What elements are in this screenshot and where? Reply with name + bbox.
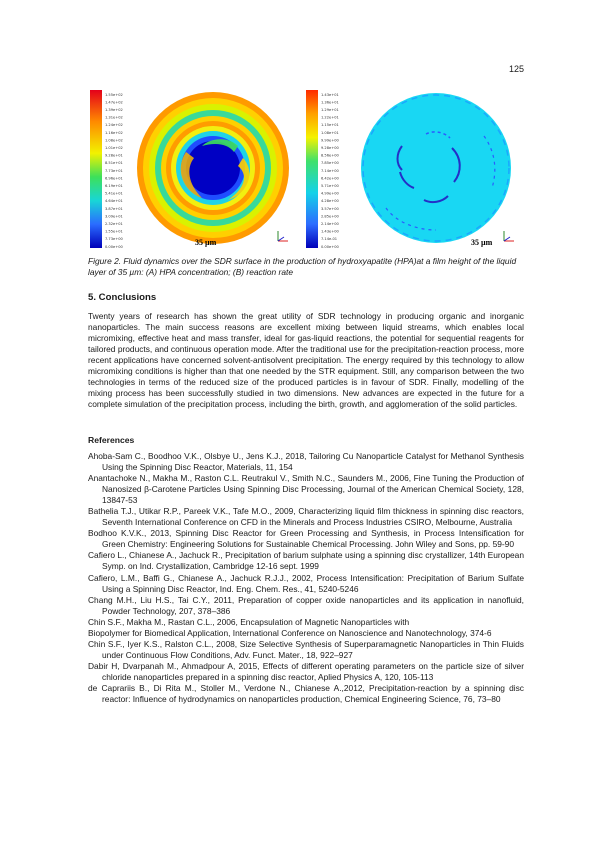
figure-panel-b [304, 88, 518, 250]
colorbar-tick-label: 4.28e+00 [321, 199, 339, 204]
colorbar-tick-label: 5.41e+01 [105, 191, 123, 196]
colorbar-tick-label: 3.09e+01 [105, 214, 123, 219]
reference-item: Cafiero, L.M., Baffi G., Chianese A., Jachuck R.J.J., 2002, Process Intensification: Precipitation of Barium Sulfate Using a Spinning Disc Reactor, Ind. Eng. Chem. Res., 41, 5240-5246 [88, 572, 524, 594]
colorbar-tick-label: 1.55e+02 [105, 92, 123, 97]
colorbar-tick-label: 1.24e+02 [105, 123, 123, 128]
reference-item: Chang M.H., Liu H.S., Tai C.Y., 2011, Preparation of copper oxide nanoparticles and its application in nanofluid, Powder Technology, 207, 378–386 [88, 594, 524, 616]
reference-item: Cafiero L., Chianese A., Jachuck R., Precipitation of barium sulphate using a spinning disc crystallizer, 14th European Symp. on Ind. Crystallization, Cambridge 12-16 sept. 1999 [88, 550, 524, 572]
axis-triad-a [278, 231, 288, 241]
reference-item: Ahoba-Sam C., Boodhoo V.K., Olsbye U., Jens K.J., 2018, Tailoring Cu Nanoparticle Catalyst for Methanol Synthesis Using the Spinning Disc Reactor, Materials, 11, 154 [88, 451, 524, 473]
figure-2 [88, 88, 518, 250]
colorbar-tick-label: 2.85e+00 [321, 214, 339, 219]
colorbar-tick-label: 8.51e+01 [105, 161, 123, 166]
reference-item: Dabir H, Dvarpanah M., Ahmadpour A, 2015, Effects of different operating parameters on the particle size of silver chloride nanoparticles prepared in a spinning disc reactor, Aplied Physics A, 120, 105-113 [88, 660, 524, 682]
disc-a [137, 92, 289, 244]
colorbar-tick-label: 7.85e+00 [321, 161, 339, 166]
colorbar-tick-label: 1.16e+02 [105, 130, 123, 135]
colorbar-tick-label: 3.57e+00 [321, 206, 339, 211]
colorbar-tick-label: 1.43e+01 [321, 92, 339, 97]
colorbar-tick-label: 1.15e+01 [321, 123, 339, 128]
colorbar-tick-label: 1.29e+01 [321, 108, 339, 112]
reference-item: Chin S.F., Iyer K.S., Ralston C.L., 2008, Size Selective Synthesis of Superparamagnetic Nanoparticles in Thin Fluids under Continuous Flow Conditions, Adv. Funct. Mater., 18, 922–927 [88, 638, 524, 660]
colorbar-tick-label: 6.42e+00 [321, 176, 339, 181]
colorbar-tick-label: 2.32e+01 [105, 222, 123, 226]
figure-panel-a [88, 88, 300, 250]
colorbar-tick-label: 1.31e+02 [105, 115, 123, 120]
colorbar-tick-label: 9.99e+00 [321, 138, 339, 143]
colorbar-tick-label: 1.43e+00 [321, 229, 339, 234]
colorbar-a-labels [105, 93, 124, 249]
colorbar-tick-label: 7.73e+01 [105, 168, 123, 173]
disc-b [361, 93, 511, 243]
reference-item: Biopolymer for Biomedical Application, International Conference on Nanoscience and Nanotechnology, 374-6 [88, 627, 492, 638]
colorbar-tick-label: 1.47e+02 [105, 100, 123, 105]
concentration-contour-plot [88, 88, 300, 250]
reaction-rate-contour-plot [304, 88, 518, 250]
colorbar-tick-label: 1.55e+01 [105, 229, 123, 234]
reference-item: de Caprariis B., Di Rita M., Stoller M., Verdone N., Chianese A.,2012, Precipitation-reaction by a spinning disc reactor: Influence of hydrodynamics on nanoparticles production, Chemical Engineering Science, 76, 73–80 [88, 682, 524, 705]
section-heading-conclusions: 5. Conclusions [88, 292, 157, 303]
scale-label-b: 35 µm [471, 238, 493, 247]
colorbar-tick-label: 5.71e+00 [321, 184, 339, 188]
colorbar-tick-label: 0.00e+00 [321, 244, 339, 249]
colorbar-tick-label: 1.01e+02 [105, 146, 123, 150]
colorbar-b [306, 90, 318, 248]
references-heading: References [88, 435, 135, 445]
axis-triad-b [504, 231, 514, 241]
colorbar-tick-label: 1.39e+02 [105, 108, 123, 112]
figure-caption: Figure 2. Fluid dynamics over the SDR surface in the production of hydroxyapatite (HPA)at a film height of the liquid layer of 35 µm: (A) HPA concentration; (B) reaction rate [88, 256, 517, 277]
scale-label-a: 35 µm [195, 238, 217, 247]
reference-item: Bodhoo K.V.K., 2013, Spinning Disc Reactor for Green Processing and Synthesis, in Process Intensification for Green Chemistry: Engineering Solutions for Sustainable Chemical Processing. John Wiley and Sons, pp. 59-90 [88, 528, 524, 550]
colorbar-tick-label: 7.14e-01 [321, 237, 338, 242]
reference-item: Bathelia T.J., Utikar R.P., Pareek V.K., Tafe M.O., 2009, Characterizing liquid film thickness in spinning disc reactors, Seventh International Conference on CFD in the Minerals and Process Industries CSIRO, Melbourne, Australia [88, 506, 524, 528]
conclusions-paragraph: Twenty years of research has shown the great utility of SDR technology in producing organic and inorganic nanoparticles. The main success reasons are excellent mixing between liquid streams, which enables local micromixing, effective heat and mass transfer, ideal for gas-liquid reactions, the potential for sequential reagents for tailored products, and continuous operation mode. After the traditional use for the precipitation-reaction process, more recent applications have concerned solvent-antisolvent precipitation. The energy required by this technology to allow micromixing conditions is higher than that one needed by the STR equipment. Still, any comparison between the two technologies in terms of the reduced size of the produced particles is in favour of SDR. Finally, modelling of the mixing process has been successfully studied in two dimensions. New advances are expected in the future for a complete simulation of the precipitation process, including the birth, growth, and agglomeration of the solid particles. [88, 311, 524, 410]
colorbar-tick-label: 6.19e+01 [105, 184, 123, 188]
colorbar-tick-label: 9.28e+01 [105, 153, 123, 158]
colorbar-tick-label: 0.00e+00 [105, 244, 123, 249]
colorbar-tick-label: 4.99e+00 [321, 191, 339, 196]
colorbar-tick-label: 4.64e+01 [105, 199, 123, 204]
colorbar-tick-label: 2.14e+00 [321, 222, 339, 226]
colorbar-tick-label: 1.08e+02 [105, 138, 123, 143]
colorbar-a [90, 90, 102, 248]
colorbar-tick-label: 9.28e+00 [321, 146, 339, 150]
colorbar-tick-label: 1.22e+01 [321, 115, 339, 120]
reference-item: Chin S.F., Makha M., Rastan C.L., 2006, Encapsulation of Magnetic Nanoparticles with [88, 616, 410, 627]
colorbar-tick-label: 3.87e+01 [105, 206, 123, 211]
colorbar-b-labels [321, 93, 340, 249]
colorbar-tick-label: 6.96e+01 [105, 176, 123, 181]
reference-item: Anantachoke N., Makha M., Raston C.L. Reutrakul V., Smith N.C., Saunders M., 2006, Fine Tuning the Production of Nanosized β-Carotene Particles Using Spinning Disc Processing, Journal of the American Chemical Society, 128, 13847-53 [88, 473, 524, 506]
colorbar-tick-label: 7.73e+00 [105, 237, 123, 242]
colorbar-tick-label: 1.08e+01 [321, 130, 339, 135]
colorbar-tick-label: 8.56e+00 [321, 153, 339, 158]
page-number: 125 [508, 64, 524, 74]
colorbar-tick-label: 1.36e+01 [321, 100, 339, 105]
colorbar-tick-label: 7.14e+00 [321, 168, 339, 173]
reference-list [88, 451, 524, 705]
